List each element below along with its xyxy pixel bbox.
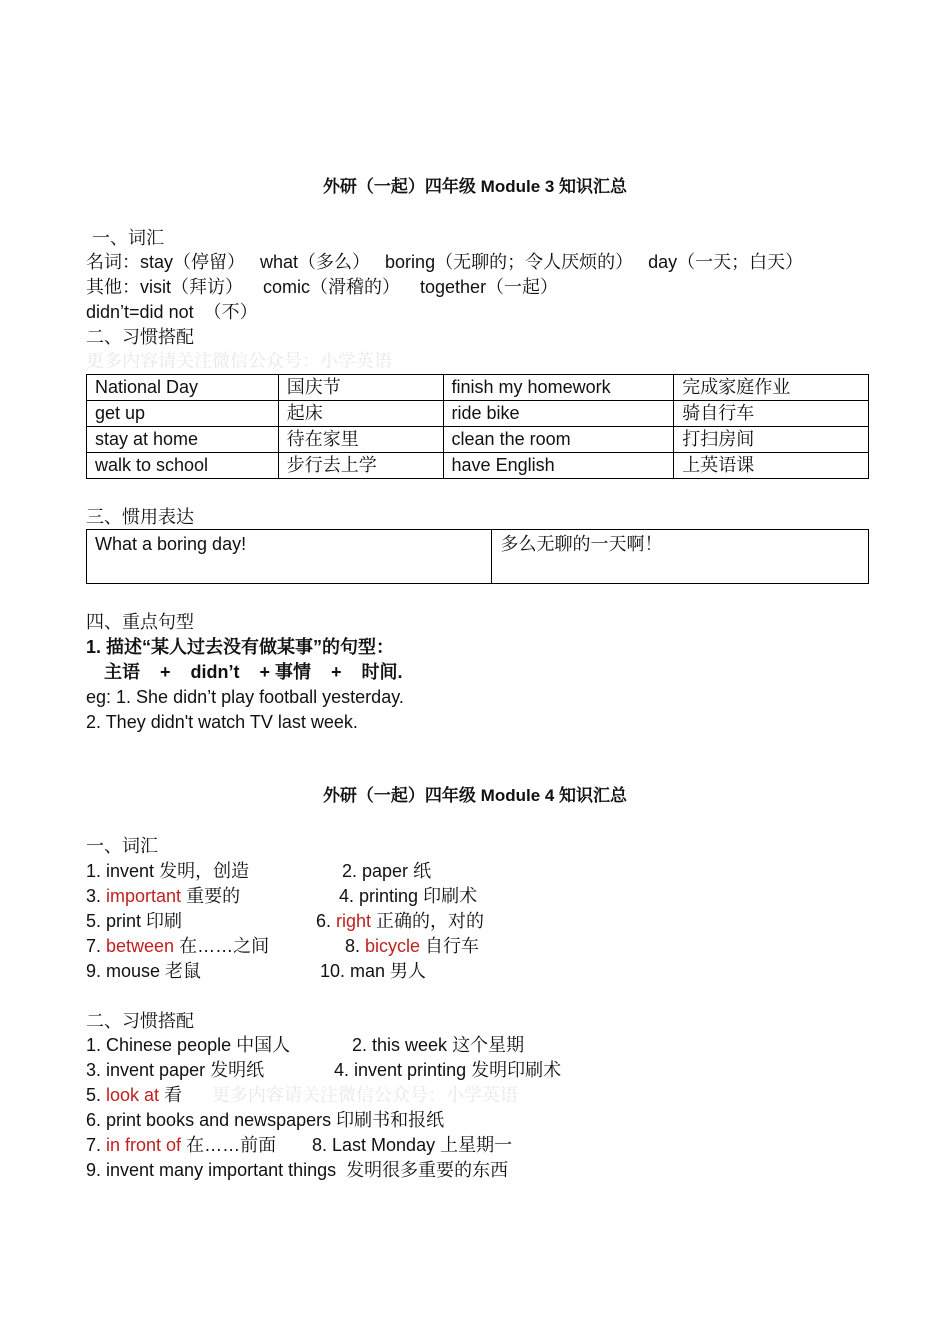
vocab-word: important	[106, 886, 182, 906]
module3-title: 外研（一起）四年级 Module 3 知识汇总	[322, 177, 628, 196]
vocab-number: 4.	[339, 886, 360, 906]
table-cell: ride bike	[443, 401, 674, 427]
colloc-phrase: invent printing	[354, 1060, 467, 1080]
collocation-item	[86, 1058, 264, 1082]
m3-vocab-heading: 一、词汇	[92, 228, 164, 248]
colloc-phrase: invent paper	[106, 1060, 206, 1080]
colloc-number: 7.	[86, 1135, 107, 1155]
table-cell: 起床	[278, 401, 443, 427]
colloc-meaning: 上星期一	[435, 1135, 513, 1155]
vocab-item	[86, 859, 249, 883]
colloc-number: 2.	[352, 1035, 373, 1055]
vocab-item	[320, 959, 426, 983]
m3-pattern-title: 1. 描述“某人过去没有做某事”的句型：	[86, 637, 395, 657]
vocab-number: 10.	[320, 961, 351, 981]
vocab-word: right	[336, 911, 372, 931]
collocation-item	[86, 1158, 508, 1182]
colloc-number: 4.	[334, 1060, 355, 1080]
vocab-word: printing	[359, 886, 419, 906]
vocab-word: mouse	[106, 961, 161, 981]
m4-vocab-heading: 一、词汇	[86, 836, 158, 856]
vocab-number: 9.	[86, 961, 107, 981]
collocation-item	[352, 1033, 524, 1057]
collocation-item	[86, 1108, 444, 1132]
m3-collocation-table	[86, 374, 869, 479]
table-cell: National Day	[87, 375, 279, 401]
expression-english: What a boring day!	[87, 530, 492, 584]
vocab-number: 1.	[86, 861, 107, 881]
m3-expression-heading: 三、惯用表达	[86, 507, 194, 527]
colloc-phrase: in front of	[106, 1135, 182, 1155]
table-cell: get up	[87, 401, 279, 427]
collocation-item	[86, 1033, 290, 1057]
vocab-number: 7.	[86, 936, 107, 956]
vocab-meaning: 正确的，对的	[371, 911, 485, 931]
m3-example-2: 2. They didn't watch TV last week.	[86, 712, 358, 732]
colloc-number: 8.	[312, 1135, 333, 1155]
table-cell: have English	[443, 453, 674, 479]
table-cell: 上英语课	[674, 453, 869, 479]
m3-nouns-line: 名词：stay（停留） what（多么） boring（无聊的；令人厌烦的） day（一天；白天）	[86, 252, 804, 272]
vocab-item	[86, 959, 201, 983]
vocab-item	[86, 909, 182, 933]
m3-others-line: 其他：visit（拜访） comic（滑稽的） together（一起）	[86, 277, 559, 297]
colloc-phrase: Last Monday	[332, 1135, 436, 1155]
table-row	[87, 427, 869, 453]
watermark-text: 更多内容请关注微信公众号：小学英语	[86, 351, 392, 371]
vocab-item	[342, 859, 431, 883]
vocab-number: 6.	[316, 911, 337, 931]
colloc-phrase: print books and newspapers	[106, 1110, 332, 1130]
vocab-word: bicycle	[365, 936, 421, 956]
vocab-item	[339, 884, 477, 908]
colloc-meaning: 看	[159, 1085, 183, 1105]
table-row	[87, 453, 869, 479]
colloc-phrase: Chinese people	[106, 1035, 232, 1055]
table-row	[87, 530, 869, 584]
vocab-number: 5.	[86, 911, 107, 931]
colloc-meaning: 发明很多重要的东西	[336, 1160, 509, 1180]
vocab-meaning: 纸	[408, 861, 432, 881]
vocab-word: print	[106, 911, 142, 931]
m3-pattern-formula: 主语 + didn’t + 事情 + 时间.	[104, 662, 403, 682]
m3-collocation-heading: 二、习惯搭配	[86, 327, 194, 347]
vocab-item	[316, 909, 484, 933]
table-cell: 打扫房间	[674, 427, 869, 453]
collocation-item	[312, 1133, 512, 1157]
colloc-meaning: 发明印刷术	[466, 1060, 562, 1080]
m3-contraction-line: didn’t=did not （不）	[86, 302, 258, 322]
table-cell: 骑自行车	[674, 401, 869, 427]
collocation-item	[334, 1058, 561, 1082]
vocab-meaning: 自行车	[420, 936, 480, 956]
expression-chinese: 多么无聊的一天啊！	[492, 530, 869, 584]
table-cell: finish my homework	[443, 375, 674, 401]
table-cell: 完成家庭作业	[674, 375, 869, 401]
vocab-word: between	[106, 936, 175, 956]
watermark-text: 更多内容请关注微信公众号：小学英语	[212, 1085, 518, 1105]
m4-collocation-heading: 二、习惯搭配	[86, 1011, 194, 1031]
colloc-phrase: invent many important things	[106, 1160, 337, 1180]
vocab-meaning: 男人	[385, 961, 427, 981]
m3-example-1: eg: 1. She didn’t play football yesterday.	[86, 687, 404, 707]
table-cell: 步行去上学	[278, 453, 443, 479]
table-cell: 待在家里	[278, 427, 443, 453]
vocab-number: 2.	[342, 861, 363, 881]
colloc-meaning: 中国人	[231, 1035, 291, 1055]
vocab-meaning: 在……之间	[174, 936, 270, 956]
colloc-phrase: this week	[372, 1035, 448, 1055]
vocab-item	[86, 934, 269, 958]
vocab-meaning: 老鼠	[160, 961, 202, 981]
table-cell: 国庆节	[278, 375, 443, 401]
table-cell: clean the room	[443, 427, 674, 453]
table-row	[87, 401, 869, 427]
vocab-meaning: 发明，创造	[154, 861, 250, 881]
colloc-number: 9.	[86, 1160, 107, 1180]
table-cell: stay at home	[87, 427, 279, 453]
vocab-word: paper	[362, 861, 409, 881]
colloc-meaning: 这个星期	[447, 1035, 525, 1055]
m3-pattern-heading: 四、重点句型	[86, 612, 194, 632]
colloc-number: 3.	[86, 1060, 107, 1080]
vocab-meaning: 重要的	[181, 886, 241, 906]
table-cell: walk to school	[87, 453, 279, 479]
collocation-item	[86, 1083, 182, 1107]
colloc-number: 6.	[86, 1110, 107, 1130]
colloc-meaning: 印刷书和报纸	[331, 1110, 445, 1130]
colloc-number: 1.	[86, 1035, 107, 1055]
table-row	[87, 375, 869, 401]
vocab-meaning: 印刷术	[418, 886, 478, 906]
vocab-word: invent	[106, 861, 155, 881]
vocab-word: man	[350, 961, 386, 981]
vocab-meaning: 印刷	[141, 911, 183, 931]
vocab-item	[345, 934, 479, 958]
colloc-meaning: 发明纸	[205, 1060, 265, 1080]
vocab-item	[86, 884, 240, 908]
collocation-item	[86, 1133, 276, 1157]
module4-title: 外研（一起）四年级 Module 4 知识汇总	[322, 786, 628, 805]
vocab-number: 3.	[86, 886, 107, 906]
vocab-number: 8.	[345, 936, 366, 956]
m3-expression-table	[86, 529, 869, 584]
colloc-number: 5.	[86, 1085, 107, 1105]
colloc-meaning: 在……前面	[181, 1135, 277, 1155]
colloc-phrase: look at	[106, 1085, 160, 1105]
